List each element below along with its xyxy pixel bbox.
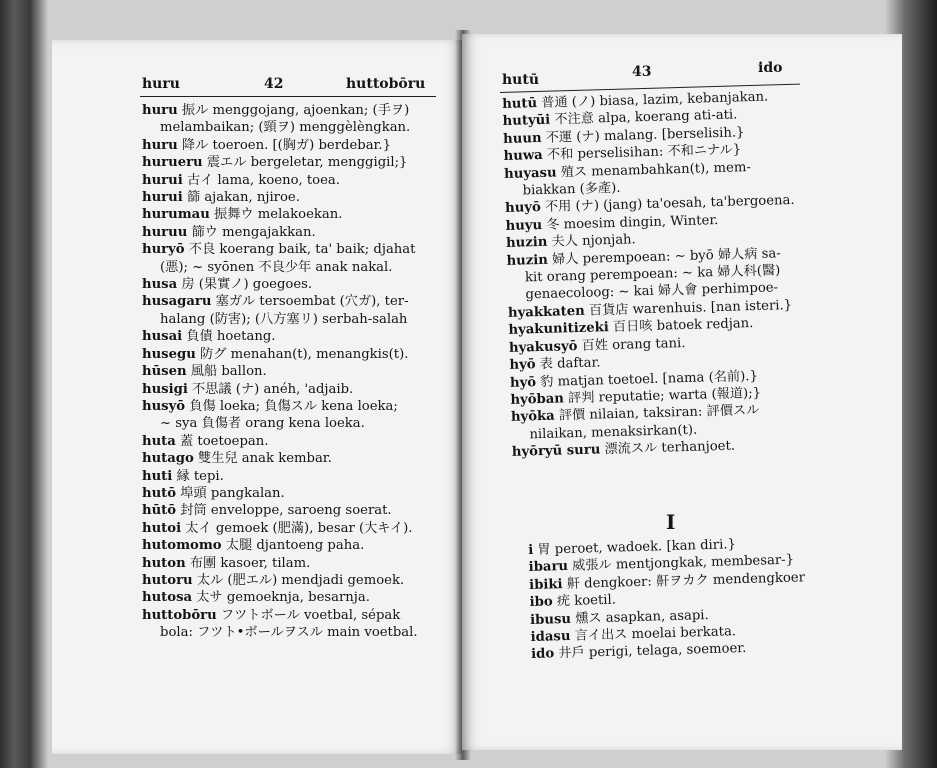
dictionary-entry	[142, 276, 418, 293]
entry-headword: idasu	[530, 628, 571, 645]
entry-headword: hurui	[142, 190, 183, 206]
entry-definition: 房 (果實ノ) goegoes.	[181, 277, 313, 293]
entry-headword: hurueru	[142, 155, 203, 171]
entry-definition: 負債 hoetang.	[186, 329, 276, 345]
entry-headword: hutyūi	[502, 113, 551, 130]
entry-definition: 不和 perselisihan: 不和ニナル}	[546, 142, 742, 163]
dictionary-entry	[142, 415, 418, 432]
entry-definition: 蓋 toetoepan.	[180, 433, 269, 449]
dictionary-entry	[142, 154, 418, 171]
entry-definition: 防グ menahan(t), menangkis(t).	[200, 346, 409, 362]
dictionary-entry	[142, 102, 418, 119]
entry-headword: hurui	[142, 172, 183, 188]
entry-definition: biakkan (多產).	[522, 180, 621, 199]
right-page-number: 43	[632, 64, 652, 80]
right-guide-word-last: ido	[758, 60, 783, 76]
dictionary-entry	[142, 189, 418, 206]
dictionary-entry	[142, 346, 418, 363]
entry-definition: 威張ル mentjongkak, membesar-}	[572, 552, 795, 575]
left-page	[52, 40, 462, 754]
right-running-head	[462, 60, 902, 88]
dictionary-entry	[142, 172, 418, 189]
entry-definition: 普通 (ノ) biasa, lazim, kebanjakan.	[541, 89, 769, 111]
entry-headword: hutō	[142, 485, 177, 501]
entry-definition: 百貨店 warenhuis. [nan isteri.}	[588, 297, 793, 319]
right-guide-word-first: hutū	[502, 72, 540, 88]
entry-headword: ibiki	[528, 576, 563, 593]
dictionary-entry	[142, 485, 418, 502]
dictionary-entry	[142, 398, 418, 415]
dictionary-entry	[142, 537, 418, 554]
dictionary-entry	[142, 206, 418, 223]
entry-headword: hurumau	[142, 207, 210, 223]
entry-definition: 井戶 perigi, telaga, soemoer.	[558, 641, 747, 662]
entry-headword: huru	[142, 103, 178, 118]
entry-headword: hutomomo	[142, 538, 222, 554]
entry-headword: hutū	[502, 96, 538, 112]
entry-headword: huta	[142, 433, 176, 449]
entry-headword: hutoi	[142, 520, 182, 536]
entry-headword: huwa	[503, 148, 543, 165]
entry-definition: 埠頭 pangkalan.	[180, 485, 285, 501]
entry-headword: hūsen	[142, 364, 187, 380]
entry-headword: huzin	[506, 252, 549, 269]
entry-definition: 不思議 (ナ) anéh, 'adjaib.	[192, 381, 354, 397]
entry-headword: hyakusyō	[508, 338, 578, 356]
entry-definition: (悪); ~ syōnen 不良少年 anak nakal.	[160, 259, 393, 275]
entry-headword: husyō	[142, 398, 186, 414]
entry-definition: 震エル bergeletar, menggigil;}	[206, 155, 408, 171]
entry-headword: hyōka	[510, 408, 555, 426]
entry-headword: husagaru	[142, 294, 212, 310]
entry-headword: husegu	[142, 346, 196, 362]
right-entry-list	[502, 88, 802, 461]
entry-definition: 負傷 loeka; 負傷スル kena loeka;	[189, 398, 398, 414]
entry-headword: huyu	[505, 217, 543, 234]
entry-definition: フツトボール voetbal, sépak	[220, 607, 401, 623]
entry-definition: 太腿 djantoeng paha.	[225, 538, 365, 554]
entry-definition: 縁 tepi.	[176, 468, 224, 484]
entry-headword: huzin	[505, 235, 548, 252]
left-entry-list	[142, 102, 418, 642]
dictionary-entry	[142, 572, 418, 589]
dictionary-entry	[142, 433, 418, 450]
entry-definition: 太ル (肥エル) mendjadi gemoek.	[196, 572, 405, 588]
entry-headword: huyasu	[503, 165, 557, 182]
dictionary-entry	[142, 241, 418, 258]
entry-headword: hyōryū suru	[511, 442, 601, 460]
dictionary-entry	[142, 555, 418, 572]
entry-headword: hyō	[509, 357, 536, 373]
entry-headword: huru	[142, 137, 178, 153]
entry-definition: 太イ gemoek (肥滿), besar (大キイ).	[185, 520, 413, 536]
entry-definition: 冬 moesim dingin, Winter.	[546, 212, 719, 233]
entry-definition: 不注意 alpa, koerang ati-ati.	[554, 107, 738, 128]
entry-definition: 篩ウ mengajakkan.	[191, 224, 316, 240]
left-header-rule	[140, 96, 436, 97]
left-guide-word-last: huttobōru	[346, 76, 426, 92]
entry-headword: husai	[142, 329, 183, 345]
dictionary-entry	[142, 381, 418, 398]
section-i-entry-list	[528, 534, 807, 663]
entry-definition: 殖ス menambahkan(t), mem-	[560, 159, 752, 181]
entry-definition: 豹 matjan toetoel. [nama (名前).}	[540, 368, 759, 390]
entry-definition: 漂流スル terhanjoet.	[604, 438, 736, 458]
entry-definition: 百姓 orang tani.	[581, 335, 686, 354]
dictionary-entry	[142, 293, 418, 310]
entry-definition: 婦人 perempoean: ~ byō 婦人病 sa-	[551, 245, 781, 268]
right-page	[462, 34, 902, 750]
dictionary-entry	[142, 311, 418, 328]
entry-headword: huryō	[142, 242, 185, 258]
dictionary-entry	[142, 607, 418, 624]
entry-definition: 評判 reputatie; warta (報道);}	[567, 385, 762, 407]
entry-definition: 不用 (ナ) (jang) ta'oesah, ta'bergoena.	[544, 193, 795, 216]
dictionary-entry	[142, 363, 418, 380]
entry-headword: huti	[142, 468, 173, 484]
dictionary-entry	[142, 589, 418, 606]
entry-definition: 胃 peroet, wadoek. [kan diri.}	[537, 537, 737, 558]
dictionary-entry	[142, 328, 418, 345]
entry-headword: ibusu	[529, 611, 572, 628]
entry-headword: husigi	[142, 381, 188, 397]
entry-definition: 風船 ballon.	[190, 364, 267, 380]
entry-definition: ~ sya 負傷者 orang kena loeka.	[160, 416, 365, 432]
entry-headword: ibaru	[528, 559, 569, 576]
entry-headword: hutosa	[142, 590, 193, 606]
left-guide-word-first: huru	[142, 76, 180, 92]
entry-definition: 太サ gemoeknja, besarnja.	[196, 590, 370, 606]
entry-headword: husa	[142, 277, 178, 293]
entry-definition: 夫人 njonjah.	[551, 232, 636, 250]
dictionary-entry	[142, 502, 418, 519]
entry-definition: 布團 kasoer, tilam.	[189, 555, 311, 571]
left-page-number: 42	[264, 76, 284, 92]
entry-definition: genaecoloog: ~ kai 婦人會 perhimpoe-	[525, 280, 779, 303]
entry-definition: 表 daftar.	[539, 355, 601, 373]
entry-headword: huruu	[142, 224, 188, 240]
entry-headword: hutago	[142, 451, 194, 467]
entry-definition: 評價 nilaian, taksiran: 評價スル	[558, 403, 760, 424]
entry-headword: ido	[530, 646, 555, 663]
entry-headword: hutoru	[142, 572, 193, 588]
entry-definition: 篩 ajakan, njiroe.	[186, 190, 300, 206]
entry-definition: halang (防害); (八方塞リ) serbah-salah	[160, 311, 408, 327]
entry-definition: 雙生兒 anak kembar.	[198, 451, 332, 467]
entry-headword: hyakunitizeki	[508, 320, 609, 339]
dictionary-entry	[142, 259, 418, 276]
entry-definition: nilaikan, menaksirkan(t).	[529, 422, 698, 443]
entry-headword: ibo	[529, 594, 553, 611]
section-letter-i: I	[666, 510, 676, 534]
entry-definition: 鼾 dengkoer: 鼾ヲカク mendengkoer	[566, 570, 806, 592]
entry-definition: 封筒 enveloppe, saroeng soerat.	[180, 503, 392, 519]
dictionary-entry	[142, 137, 418, 154]
entry-definition: bola: フツト•ボールヲスル main voetbal.	[160, 625, 418, 641]
entry-definition: 言イ出ス moelai berkata.	[574, 624, 737, 644]
dictionary-entry	[142, 468, 418, 485]
entry-definition: 振舞ウ melakoekan.	[214, 207, 343, 223]
dictionary-entry	[142, 119, 418, 136]
entry-definition: 疣 koetil.	[556, 592, 617, 610]
entry-definition: 燻ス asapkan, asapi.	[575, 607, 709, 627]
entry-headword: huun	[502, 130, 542, 147]
dictionary-entry	[142, 520, 418, 537]
entry-headword: hyō	[509, 374, 537, 391]
entry-definition: 不運 (ナ) malang. [berselisih.}	[545, 125, 745, 146]
entry-definition: melambaikan; (頸ヲ) menggèlèngkan.	[160, 120, 411, 136]
entry-definition: 不良 koerang baik, ta' baik; djahat	[188, 242, 416, 258]
entry-headword: huton	[142, 555, 186, 571]
dictionary-entry	[142, 224, 418, 241]
entry-definition: kit orang perempoean: ~ ka 婦人科(醫)	[524, 263, 781, 286]
entry-definition: 振ル menggojang, ajoenkan; (手ヲ)	[181, 103, 410, 118]
entry-headword: hyōban	[510, 391, 565, 408]
entry-definition: 百日咳 batoek redjan.	[612, 316, 754, 336]
entry-headword: hūtō	[142, 503, 177, 519]
entry-headword: hyakkaten	[507, 303, 585, 321]
entry-definition: 塞ガル tersoembat (穴ガ), ter-	[215, 294, 409, 310]
entry-headword: huyō	[504, 200, 541, 217]
entry-headword: i	[528, 542, 534, 558]
entry-definition: 古イ lama, koeno, toea.	[186, 172, 340, 188]
dictionary-entry	[142, 624, 418, 641]
entry-headword: huttobōru	[142, 607, 217, 623]
entry-definition: 降ル toeroen. [(胸ガ) berdebar.}	[181, 137, 391, 153]
dictionary-entry	[142, 450, 418, 467]
left-running-head	[52, 76, 462, 98]
